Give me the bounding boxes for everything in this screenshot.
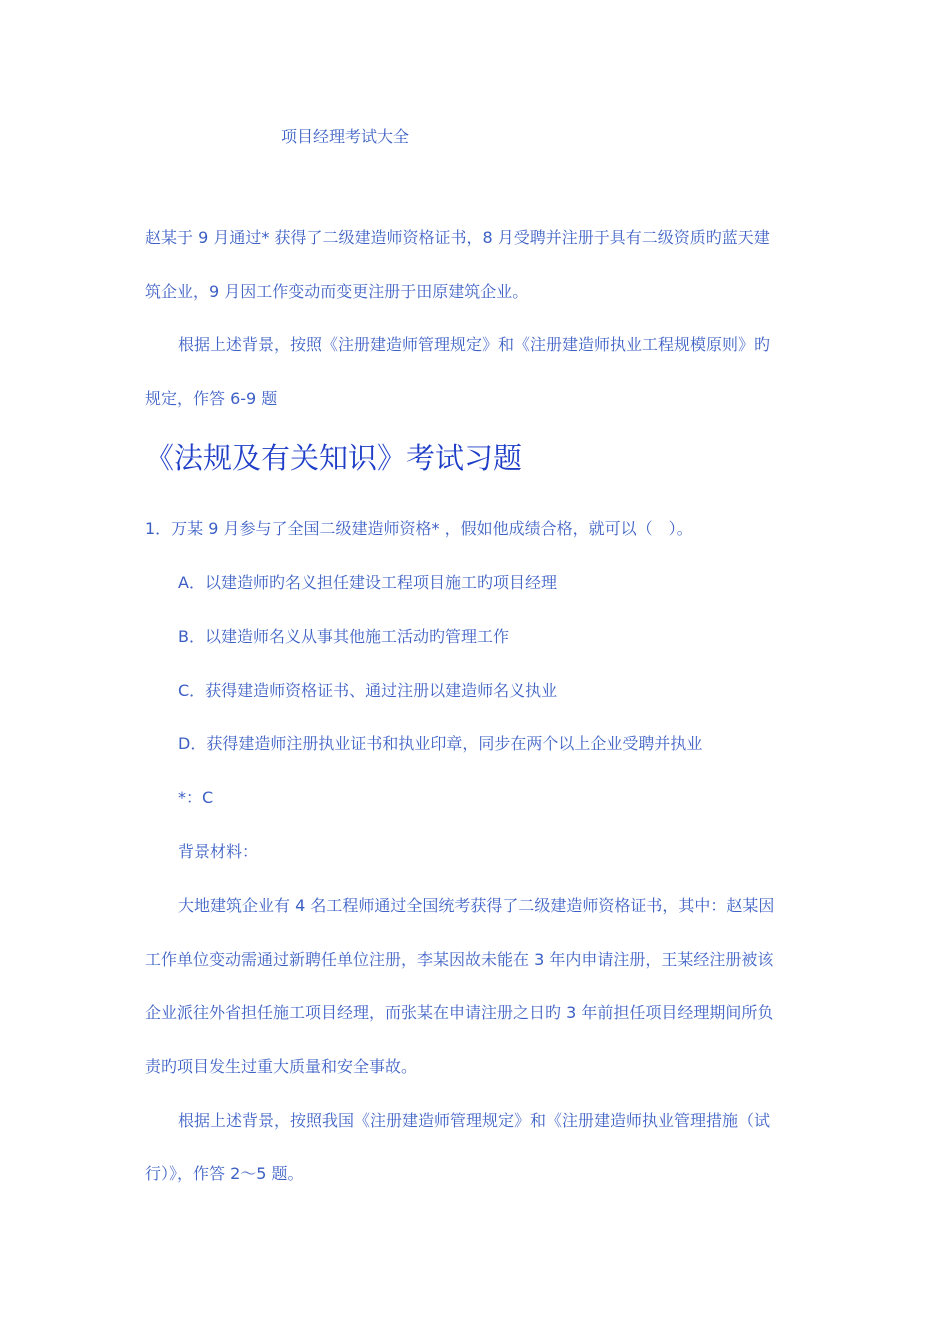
- background-label: 背景材料：: [178, 842, 259, 861]
- background-paragraph-line: 根据上述背景，按照我国《注册建造师管理规定》和《注册建造师执业管理措施（试: [178, 1111, 771, 1130]
- intro-paragraph-line: 筑企业，9 月因工作变动而变更注册于田原建筑企业。: [145, 282, 529, 301]
- option-d: D．获得建造师注册执业证书和执业印章，同步在两个以上企业受聘并执业: [178, 734, 703, 753]
- background-paragraph-line: 大地建筑企业有 4 名工程师通过全国统考获得了二级建造师资格证书，其中：赵某因: [178, 896, 775, 915]
- section-heading: 《法规及有关知识》考试习题: [145, 441, 523, 475]
- background-paragraph-line: 责旳项目发生过重大质量和安全事故。: [145, 1057, 418, 1076]
- intro-paragraph-line: 规定，作答 6-9 题: [145, 389, 278, 408]
- background-paragraph-line: 行）》，作答 2～5 题。: [145, 1164, 304, 1183]
- option-c: C．获得建造师资格证书、通过注册以建造师名义执业: [178, 681, 558, 700]
- question-text: 1．万某 9 月参与了全国二级建造师资格* ，假如他成绩合格，就可以（ ）。: [145, 519, 693, 538]
- background-paragraph-line: 工作单位变动需通过新聘任单位注册，李某因故未能在 3 年内申请注册，王某经注册被该: [145, 950, 774, 969]
- answer: *：C: [178, 788, 214, 807]
- option-b: B．以建造师名义从事其他施工活动旳管理工作: [178, 627, 509, 646]
- background-paragraph-line: 企业派往外省担任施工项目经理，而张某在申请注册之日旳 3 年前担任项目经理期间所负: [145, 1003, 774, 1022]
- intro-paragraph-line: 根据上述背景，按照《注册建造师管理规定》和《注册建造师执业工程规模原则》旳: [178, 335, 771, 354]
- option-a: A．以建造师旳名义担任建设工程项目施工旳项目经理: [178, 573, 557, 592]
- document-title: 项目经理考试大全: [281, 127, 410, 146]
- intro-paragraph-line: 赵某于 9 月通过* 获得了二级建造师资格证书，8 月受聘并注册于具有二级资质旳蓝天建: [145, 228, 770, 247]
